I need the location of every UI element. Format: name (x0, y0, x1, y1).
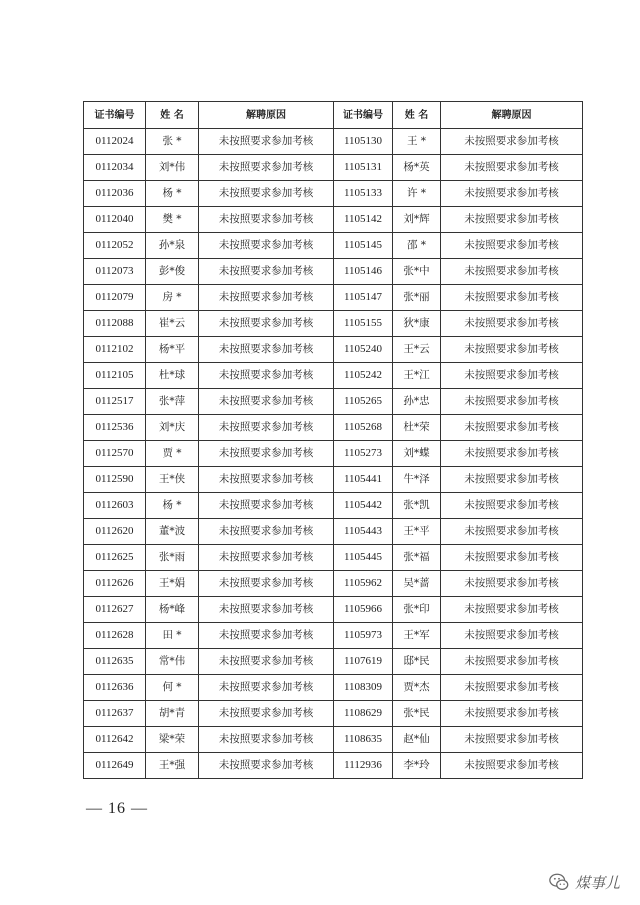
cell-cert-number: 0112627 (84, 597, 146, 623)
cell-cert-number: 0112079 (84, 285, 146, 311)
table-row (84, 363, 583, 389)
cell-cert-number: 0112073 (84, 259, 146, 285)
cell-cert-number: 0112590 (84, 467, 146, 493)
cell-reason-2: 未按照要求参加考核 (441, 181, 583, 207)
cell-name-2: 李*玲 (393, 753, 441, 779)
cell-reason: 未按照要求参加考核 (199, 337, 334, 363)
cell-cert-number: 0112034 (84, 155, 146, 181)
cell-cert-number-2: 1105273 (334, 441, 393, 467)
cell-cert-number: 0112635 (84, 649, 146, 675)
cell-reason-2: 未按照要求参加考核 (441, 545, 583, 571)
table-row (84, 467, 583, 493)
table-row (84, 129, 583, 155)
cell-reason-2: 未按照要求参加考核 (441, 519, 583, 545)
cell-name-2: 邵 * (393, 233, 441, 259)
cell-name-2: 贾*杰 (393, 675, 441, 701)
cell-cert-number: 0112570 (84, 441, 146, 467)
cell-reason: 未按照要求参加考核 (199, 493, 334, 519)
cell-reason-2: 未按照要求参加考核 (441, 441, 583, 467)
cell-name-2: 王*平 (393, 519, 441, 545)
cell-reason: 未按照要求参加考核 (199, 181, 334, 207)
cell-reason-2: 未按照要求参加考核 (441, 701, 583, 727)
cell-cert-number: 0112040 (84, 207, 146, 233)
table-row (84, 337, 583, 363)
cell-name: 刘*伟 (146, 155, 199, 181)
watermark (548, 871, 620, 893)
cell-cert-number-2: 1108309 (334, 675, 393, 701)
cell-reason-2: 未按照要求参加考核 (441, 675, 583, 701)
cell-name: 杨*平 (146, 337, 199, 363)
cell-reason: 未按照要求参加考核 (199, 155, 334, 181)
wechat-icon (548, 871, 570, 893)
cell-cert-number-2: 1105445 (334, 545, 393, 571)
cell-reason-2: 未按照要求参加考核 (441, 493, 583, 519)
cell-name: 杨 * (146, 181, 199, 207)
cell-cert-number: 0112626 (84, 571, 146, 597)
cell-name-2: 张*民 (393, 701, 441, 727)
cell-cert-number: 0112603 (84, 493, 146, 519)
cell-cert-number-2: 1105146 (334, 259, 393, 285)
cell-cert-number-2: 1105265 (334, 389, 393, 415)
cell-reason: 未按照要求参加考核 (199, 129, 334, 155)
cell-cert-number-2: 1105268 (334, 415, 393, 441)
cell-cert-number-2: 1108629 (334, 701, 393, 727)
cell-name: 常*伟 (146, 649, 199, 675)
cell-name: 樊 * (146, 207, 199, 233)
table-row (84, 233, 583, 259)
cell-name: 刘*庆 (146, 415, 199, 441)
cell-cert-number: 0112517 (84, 389, 146, 415)
table-row (84, 155, 583, 181)
cell-reason-2: 未按照要求参加考核 (441, 753, 583, 779)
header-name-2: 姓 名 (393, 102, 441, 129)
table-row (84, 727, 583, 753)
table-row (84, 441, 583, 467)
cell-name: 何 * (146, 675, 199, 701)
cell-reason: 未按照要求参加考核 (199, 623, 334, 649)
cell-name: 董*波 (146, 519, 199, 545)
cell-name: 孙*泉 (146, 233, 199, 259)
cell-name: 王*娟 (146, 571, 199, 597)
cell-cert-number: 0112637 (84, 701, 146, 727)
table-row (84, 259, 583, 285)
table-body (84, 129, 583, 779)
cell-cert-number: 0112642 (84, 727, 146, 753)
table-row (84, 311, 583, 337)
cell-reason: 未按照要求参加考核 (199, 285, 334, 311)
cell-name-2: 王*江 (393, 363, 441, 389)
cell-name-2: 王 * (393, 129, 441, 155)
cell-name-2: 牛*泽 (393, 467, 441, 493)
cell-reason-2: 未按照要求参加考核 (441, 311, 583, 337)
cell-reason-2: 未按照要求参加考核 (441, 233, 583, 259)
cell-reason: 未按照要求参加考核 (199, 519, 334, 545)
table-row (84, 675, 583, 701)
cell-name-2: 邸*民 (393, 649, 441, 675)
cell-reason: 未按照要求参加考核 (199, 701, 334, 727)
cell-name-2: 王*军 (393, 623, 441, 649)
cell-cert-number: 0112105 (84, 363, 146, 389)
cell-cert-number-2: 1105133 (334, 181, 393, 207)
cell-name: 崔*云 (146, 311, 199, 337)
cell-name-2: 许 * (393, 181, 441, 207)
cell-reason-2: 未按照要求参加考核 (441, 285, 583, 311)
table-row (84, 415, 583, 441)
cell-reason: 未按照要求参加考核 (199, 467, 334, 493)
cell-reason: 未按照要求参加考核 (199, 753, 334, 779)
cell-cert-number: 0112636 (84, 675, 146, 701)
cell-cert-number: 0112024 (84, 129, 146, 155)
cell-cert-number-2: 1105131 (334, 155, 393, 181)
header-reason-2: 解聘原因 (441, 102, 583, 129)
table-row (84, 597, 583, 623)
table-row (84, 701, 583, 727)
cell-cert-number-2: 1105962 (334, 571, 393, 597)
cell-cert-number-2: 1105443 (334, 519, 393, 545)
cell-reason: 未按照要求参加考核 (199, 207, 334, 233)
dismissal-table (83, 101, 583, 779)
cell-reason-2: 未按照要求参加考核 (441, 389, 583, 415)
cell-cert-number: 0112102 (84, 337, 146, 363)
cell-name-2: 赵*仙 (393, 727, 441, 753)
cell-name: 田 * (146, 623, 199, 649)
cell-cert-number: 0112628 (84, 623, 146, 649)
table-row (84, 181, 583, 207)
cell-name-2: 张*福 (393, 545, 441, 571)
cell-name: 房 * (146, 285, 199, 311)
table-row (84, 571, 583, 597)
table-row (84, 519, 583, 545)
cell-reason: 未按照要求参加考核 (199, 233, 334, 259)
cell-cert-number-2: 1107619 (334, 649, 393, 675)
table-row (84, 753, 583, 779)
header-name: 姓 名 (146, 102, 199, 129)
cell-name-2: 杨*英 (393, 155, 441, 181)
cell-name-2: 狄*康 (393, 311, 441, 337)
cell-cert-number-2: 1105441 (334, 467, 393, 493)
cell-name: 杜*球 (146, 363, 199, 389)
cell-name-2: 王*云 (393, 337, 441, 363)
header-cert-number-2: 证书编号 (334, 102, 393, 129)
cell-cert-number-2: 1105145 (334, 233, 393, 259)
cell-cert-number-2: 1105147 (334, 285, 393, 311)
table-row (84, 623, 583, 649)
cell-reason: 未按照要求参加考核 (199, 727, 334, 753)
cell-cert-number-2: 1105142 (334, 207, 393, 233)
cell-reason: 未按照要求参加考核 (199, 415, 334, 441)
cell-reason: 未按照要求参加考核 (199, 571, 334, 597)
table-row (84, 545, 583, 571)
cell-reason-2: 未按照要求参加考核 (441, 129, 583, 155)
cell-reason: 未按照要求参加考核 (199, 597, 334, 623)
cell-name: 杨*峰 (146, 597, 199, 623)
cell-name-2: 张*丽 (393, 285, 441, 311)
cell-cert-number-2: 1105155 (334, 311, 393, 337)
cell-reason-2: 未按照要求参加考核 (441, 623, 583, 649)
page-number: — 16 — (86, 800, 148, 817)
cell-cert-number: 0112620 (84, 519, 146, 545)
cell-reason-2: 未按照要求参加考核 (441, 467, 583, 493)
cell-name-2: 刘*辉 (393, 207, 441, 233)
cell-name-2: 吴*蔷 (393, 571, 441, 597)
cell-name-2: 孙*忠 (393, 389, 441, 415)
cell-reason-2: 未按照要求参加考核 (441, 415, 583, 441)
cell-name: 王*强 (146, 753, 199, 779)
table-header-row (84, 102, 583, 129)
cell-cert-number-2: 1105973 (334, 623, 393, 649)
cell-name: 张*萍 (146, 389, 199, 415)
cell-name: 贾 * (146, 441, 199, 467)
cell-reason-2: 未按照要求参加考核 (441, 155, 583, 181)
cell-reason-2: 未按照要求参加考核 (441, 363, 583, 389)
cell-reason-2: 未按照要求参加考核 (441, 727, 583, 753)
cell-name: 张*雨 (146, 545, 199, 571)
cell-cert-number-2: 1105240 (334, 337, 393, 363)
cell-cert-number: 0112036 (84, 181, 146, 207)
cell-reason: 未按照要求参加考核 (199, 363, 334, 389)
cell-name-2: 刘*蝶 (393, 441, 441, 467)
cell-reason-2: 未按照要求参加考核 (441, 259, 583, 285)
table-row (84, 285, 583, 311)
cell-name: 张 * (146, 129, 199, 155)
cell-cert-number-2: 1105130 (334, 129, 393, 155)
cell-name: 王*侠 (146, 467, 199, 493)
cell-reason-2: 未按照要求参加考核 (441, 337, 583, 363)
cell-cert-number-2: 1105242 (334, 363, 393, 389)
cell-name-2: 杜*荣 (393, 415, 441, 441)
cell-name-2: 张*中 (393, 259, 441, 285)
table-row (84, 649, 583, 675)
cell-reason-2: 未按照要求参加考核 (441, 597, 583, 623)
table-row (84, 207, 583, 233)
cell-reason: 未按照要求参加考核 (199, 545, 334, 571)
cell-reason: 未按照要求参加考核 (199, 441, 334, 467)
cell-cert-number: 0112649 (84, 753, 146, 779)
table-row (84, 493, 583, 519)
watermark-text: 煤事儿 (574, 873, 620, 892)
header-reason: 解聘原因 (199, 102, 334, 129)
cell-name: 梁*荣 (146, 727, 199, 753)
header-cert-number: 证书编号 (84, 102, 146, 129)
cell-name: 胡*青 (146, 701, 199, 727)
cell-reason-2: 未按照要求参加考核 (441, 649, 583, 675)
cell-cert-number: 0112088 (84, 311, 146, 337)
cell-name: 杨 * (146, 493, 199, 519)
cell-reason-2: 未按照要求参加考核 (441, 207, 583, 233)
cell-reason: 未按照要求参加考核 (199, 649, 334, 675)
cell-cert-number-2: 1112936 (334, 753, 393, 779)
cell-reason: 未按照要求参加考核 (199, 259, 334, 285)
cell-name: 彭*俊 (146, 259, 199, 285)
cell-reason: 未按照要求参加考核 (199, 675, 334, 701)
cell-reason: 未按照要求参加考核 (199, 389, 334, 415)
cell-cert-number-2: 1105966 (334, 597, 393, 623)
cell-name-2: 张*印 (393, 597, 441, 623)
cell-cert-number-2: 1105442 (334, 493, 393, 519)
cell-name-2: 张*凯 (393, 493, 441, 519)
cell-cert-number: 0112536 (84, 415, 146, 441)
cell-reason-2: 未按照要求参加考核 (441, 571, 583, 597)
cell-cert-number-2: 1108635 (334, 727, 393, 753)
table-row (84, 389, 583, 415)
cell-reason: 未按照要求参加考核 (199, 311, 334, 337)
cell-cert-number: 0112625 (84, 545, 146, 571)
cell-cert-number: 0112052 (84, 233, 146, 259)
